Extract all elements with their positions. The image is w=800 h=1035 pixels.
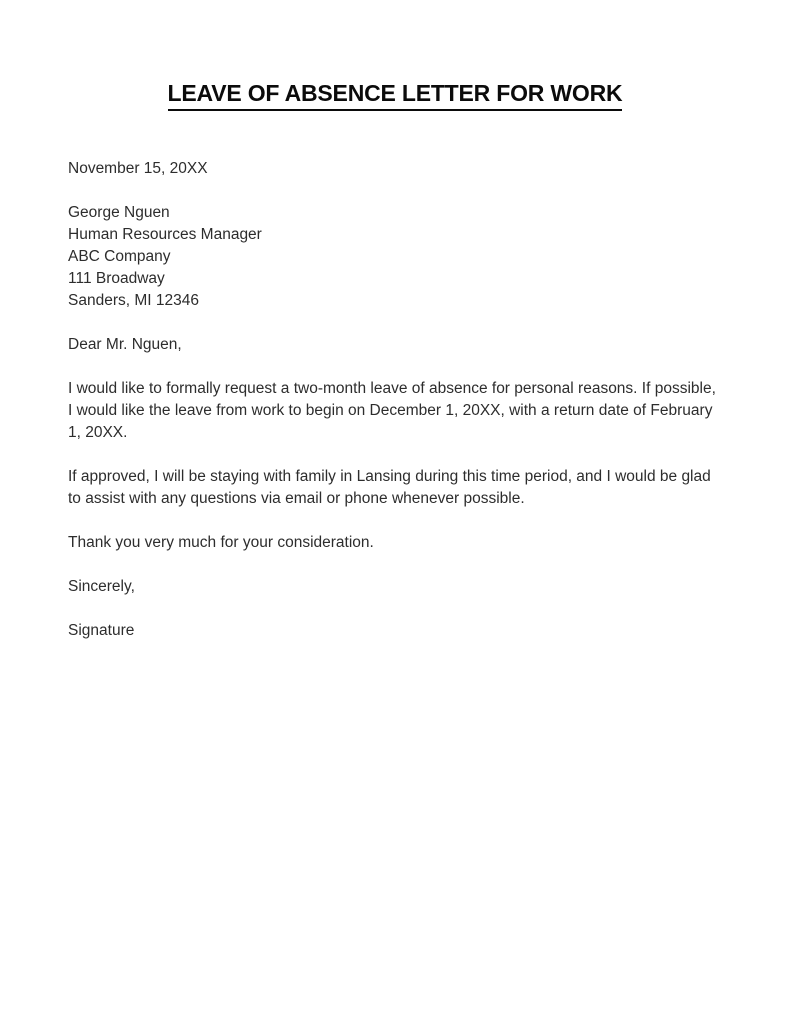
letter-date: November 15, 20XX xyxy=(68,160,208,178)
body-paragraph-1: I would like to formally request a two-month leave of absence for personal reasons. If possible, I would like the leave from work to begin on December 1, 20XX, with a return date of February 1, 20XX. xyxy=(68,380,716,442)
signature-line: Signature xyxy=(68,622,135,640)
recipient-address-block xyxy=(68,202,722,312)
recipient-job-title: Human Resources Manager xyxy=(68,226,262,244)
letter-body xyxy=(68,158,722,642)
closing-block xyxy=(68,576,722,642)
body-paragraph-2: If approved, I will be staying with family in Lansing during this time period, and I would be glad to assist with any questions via email or phone whenever possible. xyxy=(68,468,711,508)
letter-content xyxy=(68,80,722,642)
body-paragraph-3: Thank you very much for your consideration. xyxy=(68,534,374,552)
recipient-company: ABC Company xyxy=(68,248,171,266)
page-title-text: LEAVE OF ABSENCE LETTER FOR WORK xyxy=(168,80,623,111)
page-title xyxy=(68,80,722,111)
closing-salutation: Sincerely, xyxy=(68,578,135,596)
salutation: Dear Mr. Nguen, xyxy=(68,336,182,354)
recipient-street: 111 Broadway xyxy=(68,270,165,288)
recipient-city-state-zip: Sanders, MI 12346 xyxy=(68,292,199,310)
recipient-name: George Nguen xyxy=(68,204,170,222)
